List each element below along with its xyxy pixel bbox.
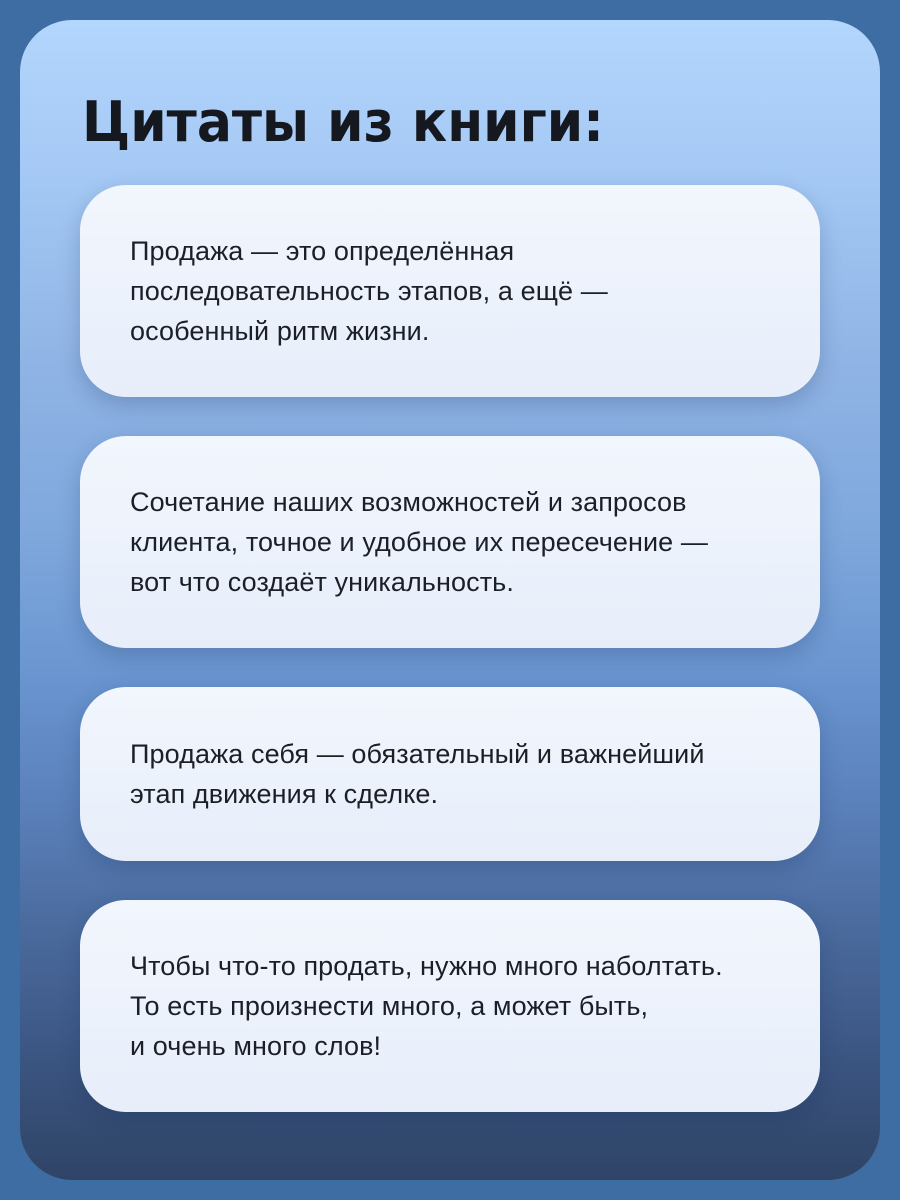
page-title: Цитаты из книги: <box>82 90 604 155</box>
quote-card-1 <box>80 185 820 397</box>
quote-line: Продажа себя — обязательный и важнейший <box>130 739 705 769</box>
quote-line: и очень много слов! <box>130 1031 382 1061</box>
quote-text-3 <box>130 734 705 814</box>
quote-line: вот что создаёт уникальность. <box>130 567 514 597</box>
quote-text-1 <box>130 231 608 351</box>
quote-line: То есть произнести много, а может быть, <box>130 991 649 1021</box>
quote-line: Продажа — это определённая <box>130 236 515 266</box>
quote-line: Чтобы что-то продать, нужно много наболтать. <box>130 951 723 981</box>
quote-line: особенный ритм жизни. <box>130 316 430 346</box>
quote-text-2 <box>130 482 708 602</box>
quote-line: Сочетание наших возможностей и запросов <box>130 487 687 517</box>
quote-text-4 <box>130 946 723 1066</box>
quote-line: этап движения к сделке. <box>130 779 439 809</box>
quote-line: последовательность этапов, а ещё — <box>130 276 608 306</box>
quote-card-2 <box>80 436 820 648</box>
quote-card-4 <box>80 900 820 1112</box>
quote-card-3 <box>80 687 820 861</box>
quotes-panel <box>20 20 880 1180</box>
quote-line: клиента, точное и удобное их пересечение — <box>130 527 708 557</box>
